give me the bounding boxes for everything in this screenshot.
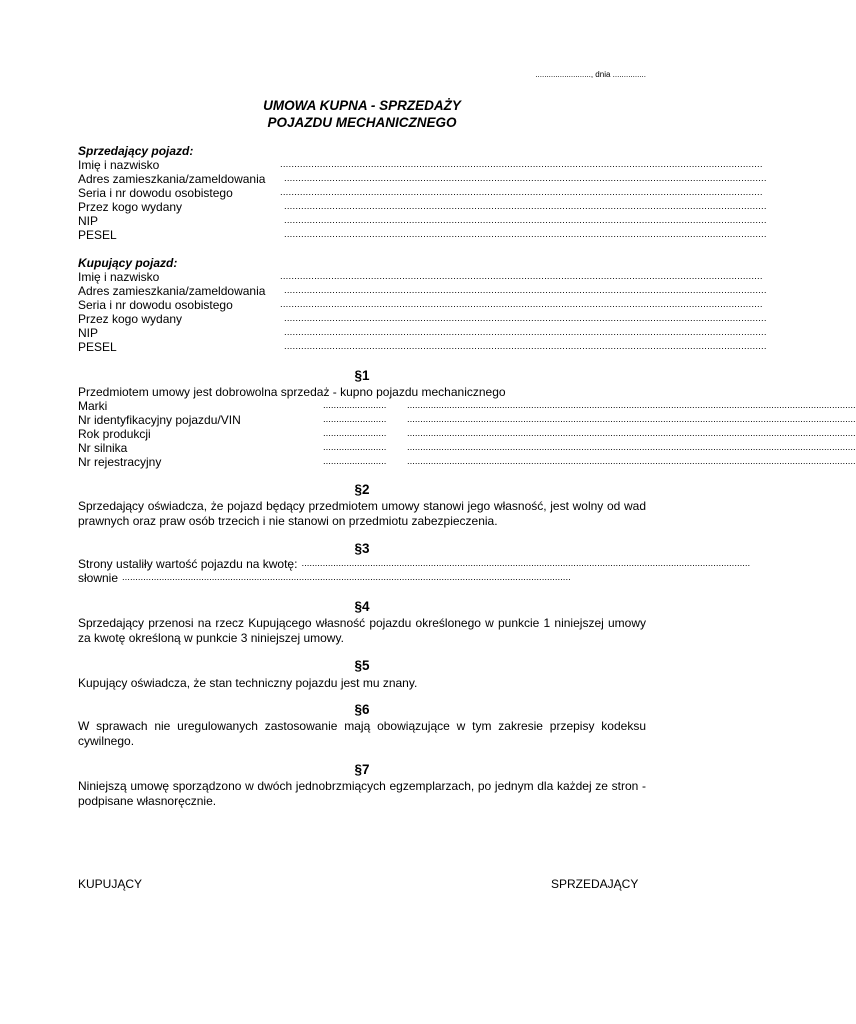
seller-field-label: NIP bbox=[78, 214, 99, 228]
section-6-heading: §6 bbox=[354, 702, 370, 717]
seller-field-label: Seria i nr dowodu osobistego bbox=[78, 186, 233, 200]
seller-field-row bbox=[78, 186, 763, 200]
fill-line[interactable]: .......................................................................................................................................................................... bbox=[407, 442, 856, 453]
buyer-heading: Kupujący pojazd: bbox=[78, 256, 178, 270]
fill-line-short[interactable]: ........................ bbox=[323, 428, 387, 439]
buyer-field-row bbox=[78, 326, 767, 340]
seller-field-label: PESEL bbox=[78, 228, 117, 242]
section-1-intro: Przedmiotem umowy jest dobrowolna sprzedaż - kupno pojazdu mechanicznego bbox=[78, 385, 506, 399]
title-line-1: UMOWA KUPNA - SPRZEDAŻY bbox=[263, 98, 461, 113]
seller-field-row bbox=[78, 214, 767, 228]
title-line-2: POJAZDU MECHANICZNEGO bbox=[267, 115, 457, 130]
fill-line-short[interactable]: ........................ bbox=[323, 456, 387, 467]
fill-line-short[interactable]: ........................ bbox=[323, 414, 387, 425]
vehicle-field-label: Nr silnika bbox=[78, 441, 128, 455]
seller-signature-label: SPRZEDAJĄCY bbox=[551, 877, 639, 891]
vehicle-field-label: Nr rejestracyjny bbox=[78, 455, 162, 469]
seller-field-row bbox=[78, 200, 767, 214]
fill-line[interactable]: .......................................................................................................................................................................... bbox=[284, 215, 767, 226]
vehicle-field-row bbox=[78, 413, 856, 427]
vehicle-field-row bbox=[78, 455, 856, 469]
section-6-text: W sprawach nie uregulowanych zastosowanie mają obowiązujące w tym zakresie przepisy kodeksu cywilnego. bbox=[78, 719, 646, 748]
vehicle-field-label: Rok produkcji bbox=[78, 427, 151, 441]
buyer-field-label: Adres zamieszkania/zameldowania bbox=[78, 284, 266, 298]
buyer-field-label: Seria i nr dowodu osobistego bbox=[78, 298, 233, 312]
buyer-field-row bbox=[78, 312, 767, 326]
fill-line[interactable]: .......................................................................................................................................................................... bbox=[284, 229, 767, 240]
vehicle-field-label: Marki bbox=[78, 399, 108, 413]
buyer-field-row bbox=[78, 270, 763, 284]
section-7-heading: §7 bbox=[354, 762, 370, 777]
value-label: Strony ustaliły wartość pojazdu na kwotę: bbox=[78, 557, 298, 571]
place-date-line: ........................., dnia ............... bbox=[535, 70, 646, 79]
fill-line-short[interactable]: ........................ bbox=[323, 442, 387, 453]
fill-line[interactable]: .......................................................................................................................................................................... bbox=[280, 299, 763, 310]
fill-line[interactable]: .......................................................................................................................................................................... bbox=[407, 400, 856, 411]
section-2-heading: §2 bbox=[354, 482, 370, 497]
buyer-field-label: Przez kogo wydany bbox=[78, 312, 183, 326]
seller-field-row bbox=[78, 228, 767, 242]
section-3-body bbox=[78, 557, 751, 585]
buyer-signature-label: KUPUJĄCY bbox=[78, 877, 143, 891]
section-7-text: Niniejszą umowę sporządzono w dwóch jednobrzmiących egzemplarzach, po jednym dla każdej ze stron - podpisane własnoręcznie. bbox=[78, 779, 646, 808]
seller-field-row bbox=[78, 158, 763, 172]
section-1-body bbox=[78, 385, 856, 469]
section-1-heading: §1 bbox=[354, 368, 370, 383]
fill-line[interactable]: .......................................................................................................................................................................... bbox=[280, 271, 763, 282]
section-2-text: Sprzedający oświadcza, że pojazd będący przedmiotem umowy stanowi jego własność, jest wolny od wad prawnych oraz praw osób trzecich i nie stanowi on przedmiotu zabezpieczenia. bbox=[78, 499, 646, 528]
words-row bbox=[78, 571, 646, 585]
section-4-heading: §4 bbox=[354, 599, 370, 614]
section-3-heading: §3 bbox=[354, 541, 370, 556]
vehicle-field-row bbox=[78, 399, 856, 413]
words-label: słownie bbox=[78, 571, 119, 585]
value-row bbox=[78, 557, 751, 571]
fill-line[interactable]: .......................................................................................................................................................................... bbox=[301, 558, 751, 569]
fill-line[interactable]: .......................................................................................................................................................................... bbox=[280, 187, 763, 198]
fill-line[interactable]: .......................................................................................................................................................................... bbox=[407, 456, 856, 467]
section-5-heading: §5 bbox=[354, 658, 370, 673]
buyer-field-row bbox=[78, 340, 767, 354]
fill-line[interactable]: .......................................................................................................................................................................... bbox=[284, 201, 767, 212]
seller-field-label: Imię i nazwisko bbox=[78, 158, 160, 172]
seller-field-label: Przez kogo wydany bbox=[78, 200, 183, 214]
fill-line[interactable]: .......................................................................................................................................................................... bbox=[284, 173, 767, 184]
section-5-text: Kupujący oświadcza, że stan techniczny pojazdu jest mu znany. bbox=[78, 676, 418, 690]
buyer-block bbox=[78, 256, 767, 354]
buyer-field-row bbox=[78, 284, 767, 298]
buyer-field-label: NIP bbox=[78, 326, 99, 340]
buyer-field-label: Imię i nazwisko bbox=[78, 270, 160, 284]
buyer-field-label: PESEL bbox=[78, 340, 117, 354]
fill-line[interactable]: .......................................................................................................................................................................... bbox=[407, 414, 856, 425]
vehicle-field-label: Nr identyfikacyjny pojazdu/VIN bbox=[78, 413, 241, 427]
seller-block bbox=[78, 144, 767, 242]
seller-heading: Sprzedający pojazd: bbox=[78, 144, 194, 158]
fill-line[interactable]: .......................................................................................................................................................................... bbox=[284, 285, 767, 296]
vehicle-field-row bbox=[78, 441, 856, 455]
fill-line[interactable]: .......................................................................................................................................................................... bbox=[122, 572, 571, 583]
seller-field-label: Adres zamieszkania/zameldowania bbox=[78, 172, 266, 186]
fill-line[interactable]: .......................................................................................................................................................................... bbox=[284, 313, 767, 324]
buyer-field-row bbox=[78, 298, 763, 312]
fill-line[interactable]: .......................................................................................................................................................................... bbox=[284, 327, 767, 338]
fill-line[interactable]: .......................................................................................................................................................................... bbox=[407, 428, 856, 439]
seller-field-row bbox=[78, 172, 767, 186]
fill-line-short[interactable]: ........................ bbox=[323, 400, 387, 411]
fill-line[interactable]: .......................................................................................................................................................................... bbox=[284, 341, 767, 352]
section-4-text: Sprzedający przenosi na rzecz Kupującego własność pojazdu określonego w punkcie 1 niniejszej umowy za kwotę określoną w punkcie 3 niniejszej umowy. bbox=[78, 616, 646, 645]
fill-line[interactable]: .......................................................................................................................................................................... bbox=[280, 159, 763, 170]
vehicle-field-row bbox=[78, 427, 856, 441]
